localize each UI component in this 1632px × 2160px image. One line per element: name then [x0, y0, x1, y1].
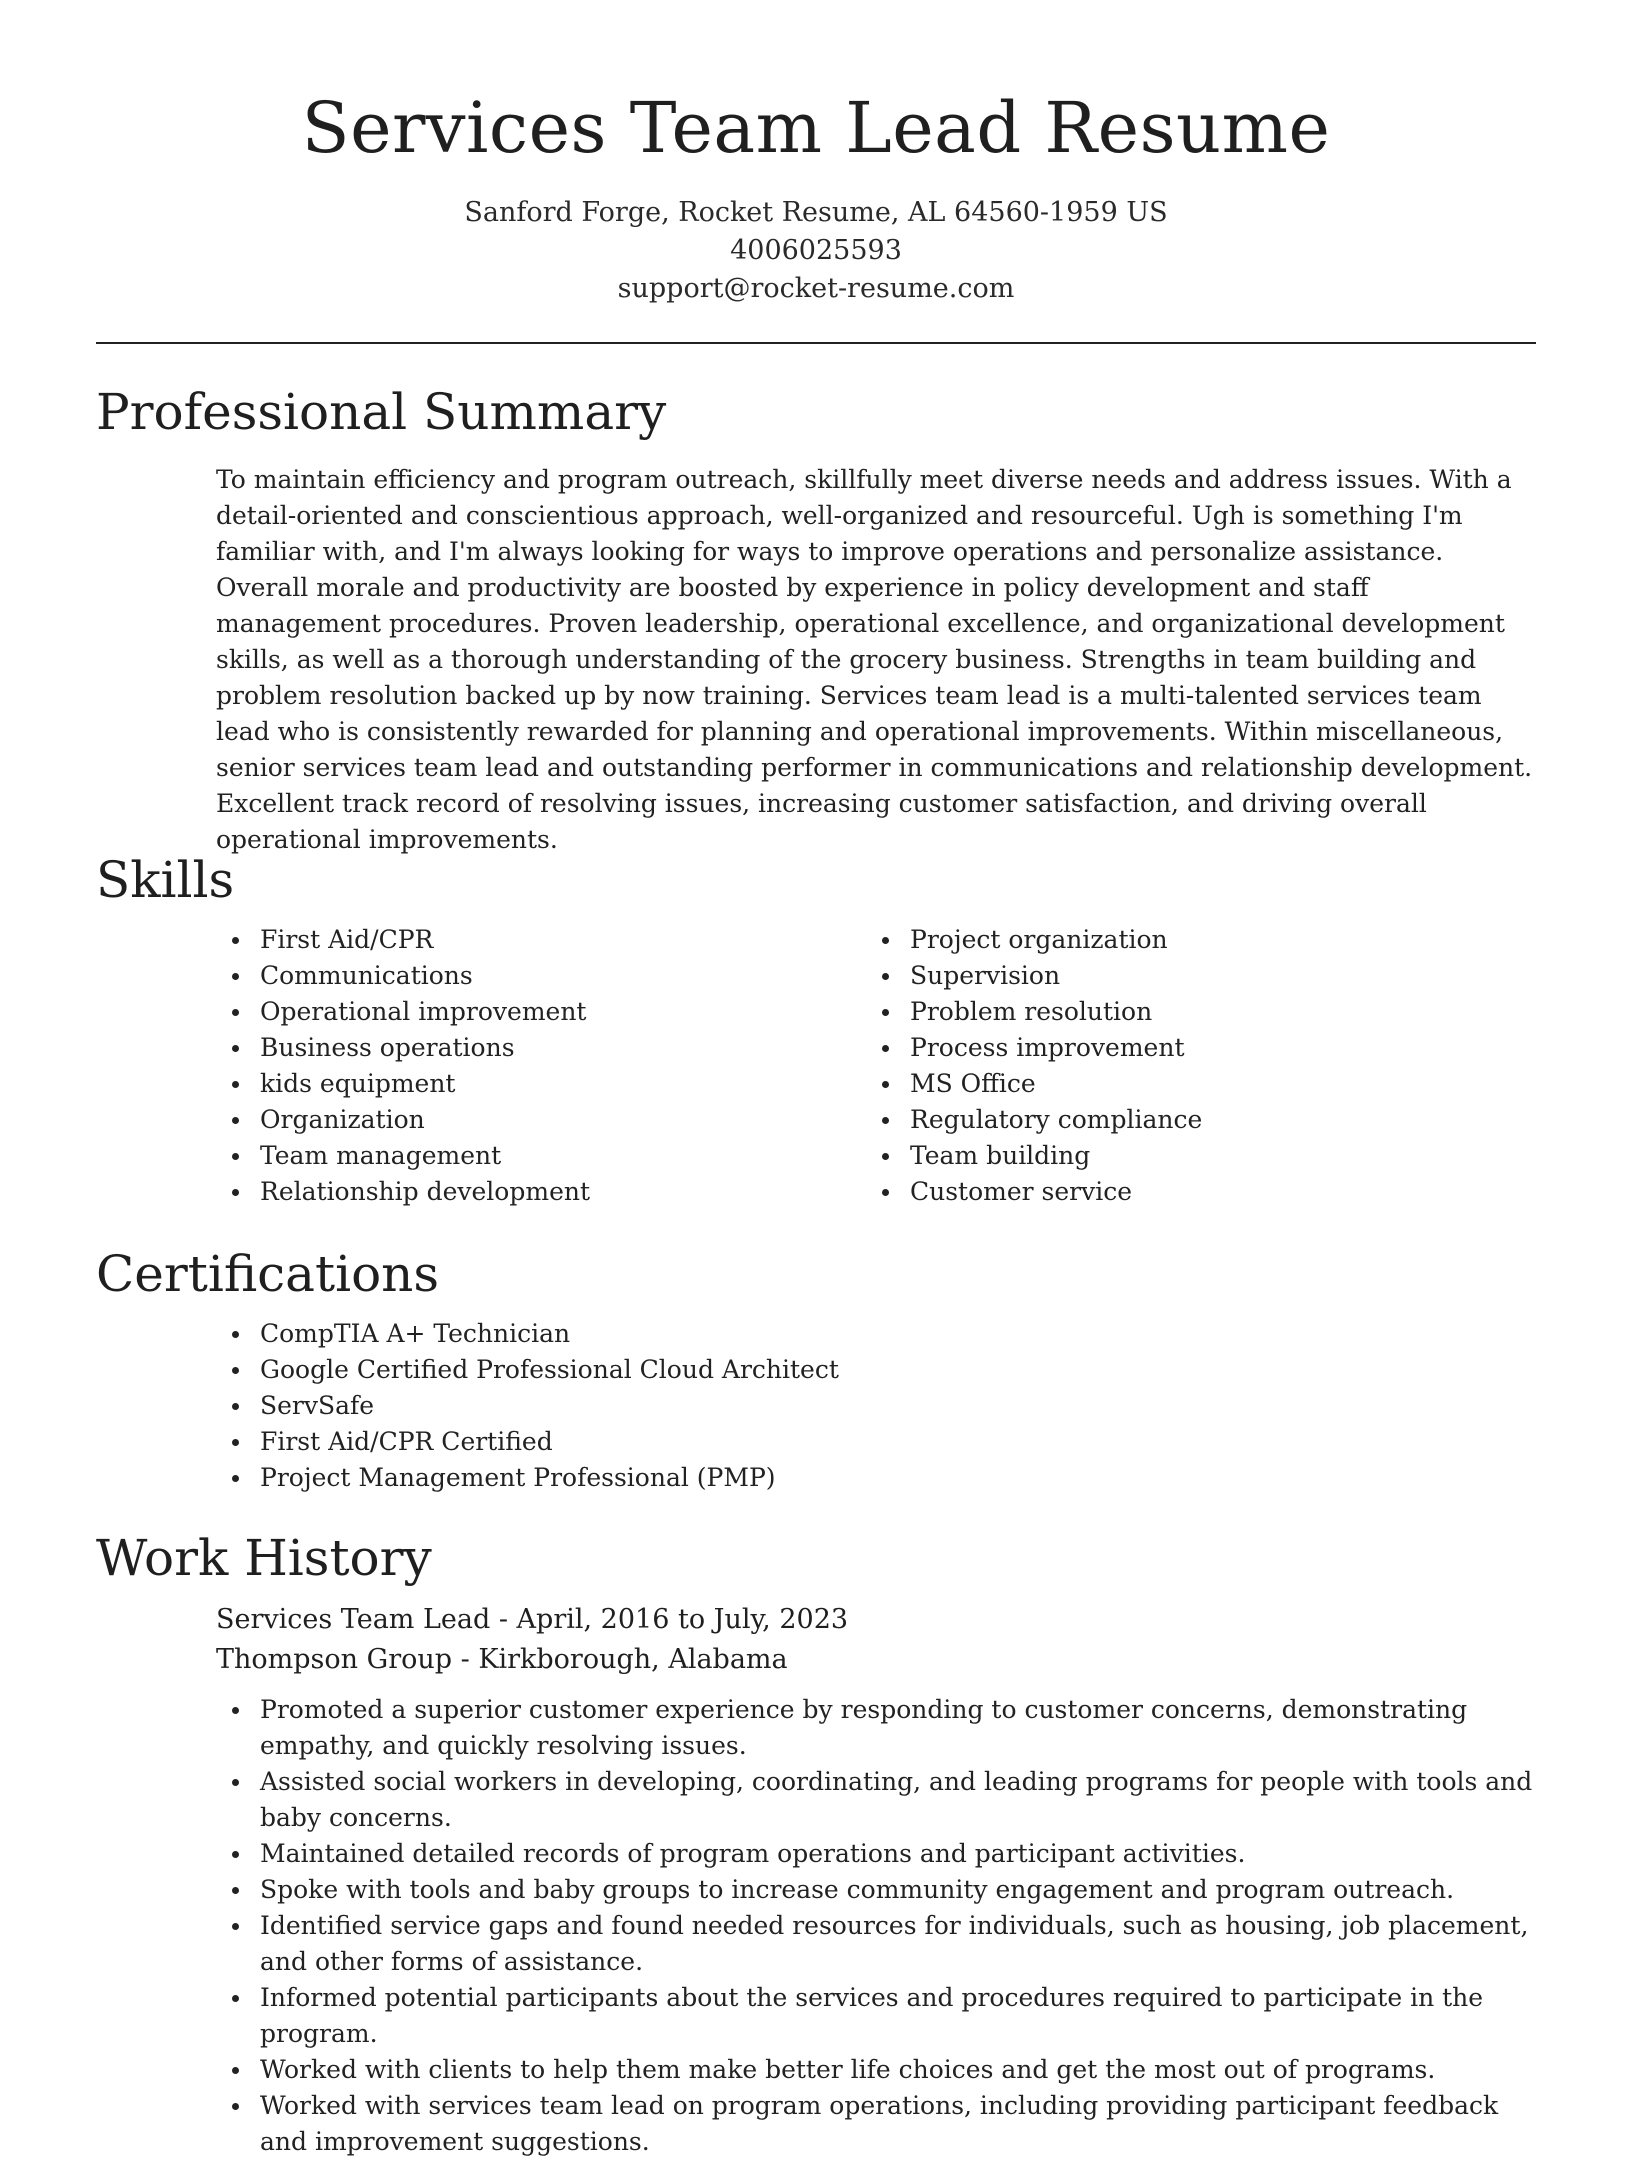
job-bullet: Assisted social workers in developing, coordinating, and leading programs for people with tools and baby concerns. [216, 1764, 1536, 1836]
job-bullet: Worked with clients to help them make better life choices and get the most out of programs. [216, 2052, 1536, 2088]
certification-item: ServSafe [216, 1388, 1536, 1424]
skill-item: Regulatory compliance [866, 1102, 1516, 1138]
work-history-heading: Work History [96, 1529, 432, 1587]
job-bullet: Worked with services team lead on program operations, including providing participant feedback and improvement suggestions. [216, 2088, 1536, 2160]
skill-item: Organization [216, 1102, 866, 1138]
skill-item: Process improvement [866, 1030, 1516, 1066]
resume-title: Services Team Lead Resume [301, 87, 1331, 169]
contact-phone: 4006025593 [730, 235, 902, 266]
certification-item: CompTIA A+ Technician [216, 1316, 1536, 1352]
skill-item: Team building [866, 1138, 1516, 1174]
job-bullet: Maintained detailed records of program operations and participant activities. [216, 1836, 1536, 1872]
skill-item: Problem resolution [866, 994, 1516, 1030]
skills-columns [216, 922, 1536, 1210]
skills-list-right [866, 922, 1516, 1210]
skill-item: Operational improvement [216, 994, 866, 1030]
skill-item: Communications [216, 958, 866, 994]
job-bullet: Informed potential participants about the services and procedures required to participate in the program. [216, 1980, 1536, 2052]
summary-heading: Professional Summary [96, 383, 667, 441]
skill-item: Team management [216, 1138, 866, 1174]
skill-item: Project organization [866, 922, 1516, 958]
certification-item: Project Management Professional (PMP) [216, 1460, 1536, 1496]
skill-item: Supervision [866, 958, 1516, 994]
job-bullet: Spoke with tools and baby groups to increase community engagement and program outreach. [216, 1872, 1536, 1908]
job-role-dates: Services Team Lead - April, 2016 to July, 2023 [216, 1604, 849, 1635]
resume-header [0, 0, 1632, 308]
job-bullets [216, 1692, 1536, 2160]
certifications-list [216, 1316, 1536, 1496]
certifications-heading: Certifications [96, 1245, 440, 1303]
skills-list-left [216, 922, 866, 1210]
skills-heading: Skills [96, 851, 235, 909]
contact-block [0, 194, 1632, 308]
summary-section [96, 382, 1536, 858]
job-bullet: Promoted a superior customer experience by responding to customer concerns, demonstrating empathy, and quickly resolving issues. [216, 1692, 1536, 1764]
skill-item: Relationship development [216, 1174, 866, 1210]
job-bullet: Identified service gaps and found needed resources for individuals, such as housing, job placement, and other forms of assistance. [216, 1908, 1536, 1980]
certification-item: Google Certified Professional Cloud Architect [216, 1352, 1536, 1388]
job-company-location: Thompson Group - Kirkborough, Alabama [216, 1644, 788, 1675]
job-entry [216, 1600, 1536, 2160]
skill-item: Business operations [216, 1030, 866, 1066]
contact-email: support@rocket-resume.com [617, 273, 1015, 304]
certifications-section [96, 1244, 1536, 1496]
skill-item: kids equipment [216, 1066, 866, 1102]
summary-text: To maintain efficiency and program outreach, skillfully meet diverse needs and address issues. With a detail-oriented and conscientious approach, well-organized and resourceful. Ugh is something I'm familiar with, and I'm always looking for ways to improve operations and personalize assistance. Overall morale and productivity are boosted by experience in policy development and staff management procedures. Proven leadership, operational excellence, and organizational development skills, as well as a thorough understanding of the grocery business. Strengths in team building and problem resolution backed up by now training. Services team lead is a multi-talented services team lead who is consistently rewarded for planning and operational improvements. Within miscellaneous, senior services team lead and outstanding performer in communications and relationship development. Excellent track record of resolving issues, increasing customer satisfaction, and driving overall operational improvements. [216, 465, 1533, 854]
work-history-section [96, 1528, 1536, 2160]
skill-item: Customer service [866, 1174, 1516, 1210]
skills-section [96, 850, 1536, 1210]
skill-item: First Aid/CPR [216, 922, 866, 958]
certification-item: First Aid/CPR Certified [216, 1424, 1536, 1460]
header-divider [96, 342, 1536, 344]
skill-item: MS Office [866, 1066, 1516, 1102]
contact-address: Sanford Forge, Rocket Resume, AL 64560-1959 US [464, 197, 1168, 228]
